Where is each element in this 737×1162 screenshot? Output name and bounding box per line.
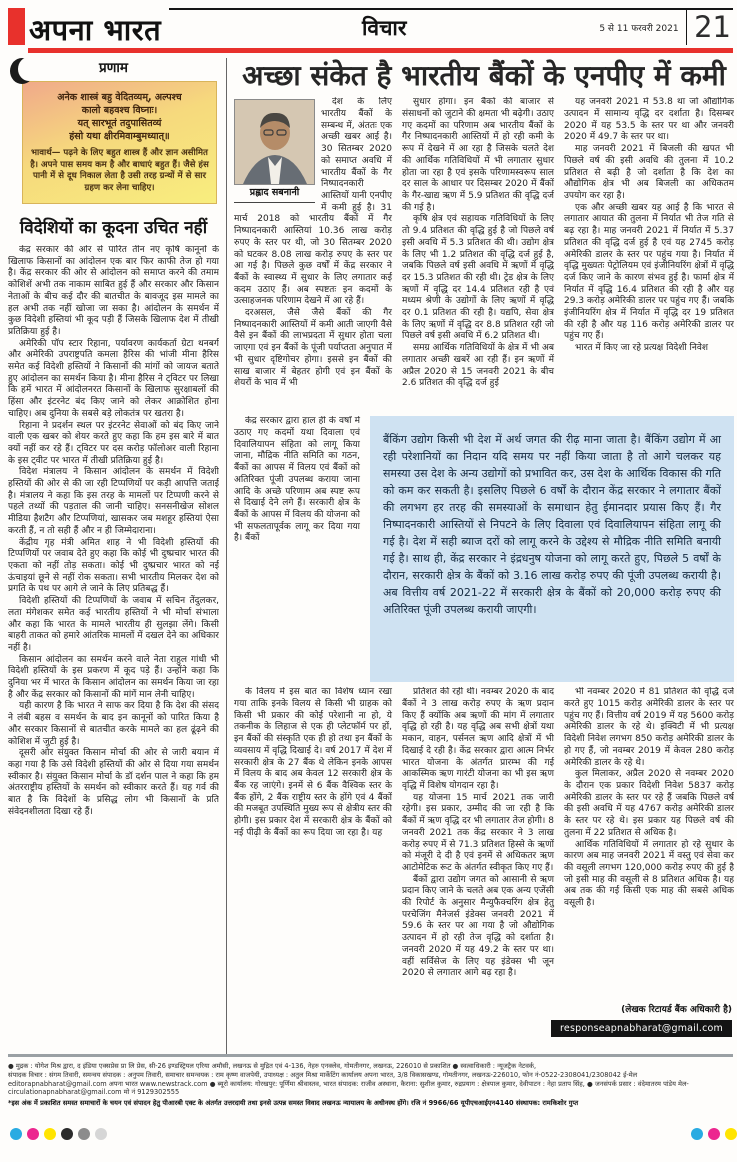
shloka-meaning: भावार्थ— पढ़ने के लिए बहुत शास्त्र हैं और ज्ञान असीमित है। अपने पास समय कम है और बाधाएं बहुत हैं। जैसे हंस पानी में से दूध निकाल लेता है उसी तरह ग्रन्थों में से सार ग्रहण कर लेना चाहिए।: [30, 148, 209, 193]
article-paragraph: के विलय में इस बात का विशेष ध्यान रखा गया ताकि इनके विलय से किसी भी ग्राहक को किसी भी प्रकार की कोई परेशानी ना हो, ये तकनीक के लिहाज से एक ही प्लेटफॉर्म पर हों, इन बैंकों की संस्कृति एक ही हो तथा इन बैंकों के व्यवसाय में वृद्धि दिखाई दे। वर्ष 2017 में देश में सरकारी क्षेत्र के 27 बैंक थे लेकिन इनके आपस में विलय के बाद अब केवल 12 सरकारी क्षेत्र के बैंक रह जाएंगे। इनमें से 6 बैंक वैश्विक स्तर के बैंक होंगे, 2 बैंक राष्ट्रीय स्तर के होंगे एवं 4 बैंकों की मजबूत उपस्थिति मुख्य रूप से क्षेत्रीय स्तर की होगी। इस प्रकार देश में सरकारी क्षेत्र के बैंकों को नई पीढ़ी के बैंकों का रूप दिया जा रहा है। यह: [234, 687, 392, 838]
article-paragraph: समग्र आर्थिक गतिविधियों के क्षेत्र में भी अब लगातार अच्छी खबरें आ रही हैं। इन ऋणों में अप्रैल 2020 से 15 जनवरी 2021 के बीच 2.6 प्रतिशत की वृद्धि दर्ज हुई: [402, 343, 554, 389]
article-paragraph: भी नवम्बर 2020 में 81 प्रतिशत की वृद्धि दर्ज करते हुए 1015 करोड़ अमेरिकी डालर के स्तर पर पहुंच गए हैं। वित्तीय वर्ष 2019 में यह 5600 करोड़ अमेरिकी डालर के रहे थे। इक्विटी में भी प्रत्यक्ष विदेशी निवेश लगभग 850 करोड़ अमेरिकी डालर के हो गए हैं, जो नवम्बर 2019 में केवल 280 करोड़ अमेरिकी डालर के रहे थे।: [564, 687, 734, 768]
crescent-moon-icon: [10, 56, 36, 86]
article-row-top: [234, 97, 734, 413]
article-paragraph: एक और अच्छी खबर यह आई है कि भारत से लगातार आयात की तुलना में निर्यात भी तेज गति से बढ़ रहा है। माह जनवरी 2021 में निर्यात में 5.37 प्रतिशत की वृद्धि दर्ज हुई है एवं यह 2745 करोड़ अमेरिकी डालर के स्तर पर पहुंच गया है। निर्यात में वृद्धि मुख्यतः पेट्रोलियम एवं इंजीनियरिंग क्षेत्रों में वृद्धि दर्ज किए जाने के कारण संभव हुई है। फार्मा क्षेत्र में निर्यात में वृद्धि 16.4 प्रतिशत की रही है और यह 29.3 करोड़ अमेरिकी डालर पर पहुंच गए हैं। जबकि इंजीनियरिंग क्षेत्र में निर्यात में वृद्धि दर 19 प्रतिशत की रही है और यह 116 करोड़ अमेरिकी डालर पर पहुंच गए हैं।: [564, 202, 734, 342]
article-column-1-bottom: [234, 687, 392, 987]
main-article: [234, 58, 734, 1034]
registration-dot: [10, 1128, 22, 1140]
page-number: 21: [694, 10, 731, 44]
page-header: [8, 8, 733, 53]
left-article-paragraph: रिहाना ने प्रदर्शन स्थल पर इंटरनेट सेवाओं को बंद किए जाने वाली एक खबर को शेयर करते हुए कहा कि हम इस बारे में बात क्यों नहीं कर रहे हैं। ट्विटर पर दस करोड़ फॉलोअर वाली रिहाना के इस ट्वीट पर भारत में तीखी प्रतिक्रिया हुई है।: [8, 420, 219, 466]
registration-dots-right: [691, 1128, 737, 1140]
article-column-2: [402, 97, 554, 413]
article-paragraph: यह जनवरी 2021 में 53.8 था जो औद्योगिक उत्पादन में सामान्य वृद्धि दर दर्शाता है। दिसम्बर 2020 में यह 53.5 के स्तर पर था और जनवरी 2020 में 49.7 के स्तर पर था।: [564, 97, 734, 143]
article-column-1-continued: [234, 416, 360, 682]
section-title: विचार: [361, 15, 407, 40]
left-column: [8, 58, 227, 1054]
left-article-paragraph: केंद्र सरकार की ओर से पारित तीन नए कृषि कानूनों के खिलाफ किसानों का आंदोलन एक बार फिर काफी तेज हो गया है। केंद्र सरकार की ओर से आंदोलन को समाप्त करने की तमाम कोशिशें अभी तक नाकाम साबित हुई हैं और सरकार और किसान नेताओं के बीच कई दौर की बातचीत के बावजूद इस मामले का हल अभी तक नहीं खोजा जा सका है। आंदोलन के समर्थन में कुछ विदेशी हस्तियां भी कूद पड़ी हैं जिसके खिलाफ देश में तीखी प्रतिक्रिया हुई है।: [8, 245, 219, 337]
imprint-line: circulationapnabharat@gmail.com मो नं 9129302555: [8, 1088, 180, 1097]
shloka-line: यत् सारभूतं तदुपासितव्यं: [77, 118, 162, 129]
author-name: प्रह्लाद सबनानी: [234, 185, 315, 203]
imprint-line: ● मुद्रक : योगेश मिश्र द्वारा, द इंडिया एक्सप्रेस प्रा लि प्रेस, सी-26 इण्डस्ट्रियल एरिया अमौसी, लखनऊ से मुद्रित एवं 4-136, नेहरु एनक्लेव, गोमतीनगर, लखनऊ, 226010 से प्रकाशित ● स्वत्वाधिकारी : न्यूजट्रैक नेटवर्क,: [8, 1062, 537, 1070]
left-article-paragraph: अमेरिकी पॉप स्टार रिहाना, पर्यावरण कार्यकर्ता ग्रेटा थनबर्ग और अमेरिकी उपराष्ट्रपति कमला हैरिस की भांजी मीना हैरिस समेत कई विदेशी हस्तियों ने किसानों की मांगों को जायज बताते हुए आंदोलन का समर्थन किया है। मीना हैरिस ने ट्विटर पर लिखा कि हमें भारत में आंदोलनरत किसानों के खिलाफ सुरक्षाबलों की हिंसा और इंटरनेट बंद किए जाने को लेकर आक्रोशित होना चाहिए। अब दुनिया के सबसे बड़े लोकतंत्र पर खतरा है।: [8, 338, 219, 419]
author-note: (लेखक रिटायर्ड बैंक अधिकारी है): [621, 1005, 732, 1015]
imprint-disclaimer: *इस अंक में प्रकाशित समस्त समाचारों के चयन एवं संपादन हेतु पीआरबी एक्ट के अंतर्गत उत्तरदायी तथा इनसे उत्पन्न समस्त विवाद लखनऊ न्यायालय के अधीनस्थ होंगे। रजि नं 9966/66 यूपीएचआईएन4140 संस्थापक: रामकिशोर गुप्त: [8, 1099, 579, 1108]
article-paragraph: सुधार होगा। इन बैंकों की बाजार से संसाधनों को जुटाने की क्षमता भी बढ़ेगी। उठाए गए कदमों का परिणाम अब भारतीय बैंकों के गैर निष्पादनकारी आस्तियों में हो रही कमी के रूप में देखने में आ रहा है जिसके चलते देश की आर्थिक गतिविधियों में भी लगातार सुधार होता जा रहा है एवं इसके परिणामस्वरूप साल दर साल के आधार पर दिसम्बर 2020 में बैंकों के गैर-खाद्य ऋण में 5.9 प्रतिशत की वृद्धि दर्ज की गई है।: [402, 97, 554, 213]
registration-marks: [10, 1128, 737, 1140]
masthead-title: अपना भारत: [29, 12, 162, 47]
pranam-box: [22, 81, 217, 204]
registration-dot: [27, 1128, 39, 1140]
main-headline: अच्छा संकेत है भारतीय बैंकों के एनपीए में कमी: [242, 59, 726, 92]
shloka: [30, 91, 209, 143]
article-column-1: [234, 97, 392, 413]
shloka-line: अनेक शास्त्रं बहु वेदितव्यम्, अल्पश्च: [57, 92, 182, 103]
article-row-bottom: [234, 687, 734, 987]
left-article-title: विदेशियों का कूदना उचित नहीं: [19, 218, 208, 238]
registration-dot: [691, 1128, 703, 1140]
imprint-line: editorapnabharat@gmail.com अपना भारत www.newstrack.com ● ब्यूरो कार्यालय: गोरखपुर: पूर्णिमा श्रीवास्तव, भारत संपादक: राजीव अस्थाना, कैराना: सुशील कुमार, रुद्रप्रयाग : क्षेत्रपाल कुमार, देवीपाटन : नेहा प्रताप सिंह, ● जनसंपर्क प्रसार : वंदेमातरम पांडेय मेल-: [8, 1079, 689, 1088]
masthead-red-bar: [8, 8, 25, 45]
registration-dots-left: [10, 1128, 107, 1140]
article-paragraph: माह जनवरी 2021 में बिजली की खपत भी पिछले वर्ष की इसी अवधि की तुलना में 10.2 प्रतिशत से बढ़ी है जो दर्शाता है कि देश का औद्योगिक क्षेत्र भी अब बिजली का अधिकतम उपयोग कर रहा है।: [564, 144, 734, 201]
registration-dot: [708, 1128, 720, 1140]
author-photo: [234, 99, 315, 203]
shloka-line: हंसो यथा क्षीरमिवाम्बुमध्यात्॥: [69, 131, 170, 142]
article-column-3: [564, 97, 734, 413]
article-paragraph: कुल मिलाकर, अप्रैल 2020 से नवम्बर 2020 के दौरान एक प्रकार विदेशी निवेश 5837 करोड़ अमेरिकी डालर के स्तर पर रहे हैं जबकि पिछले वर्ष की इसी अवधि में यह 4767 करोड़ अमेरिकी डालर के स्तर पर रहे थे। इस प्रकार यह पिछले वर्ष की तुलना में 22 प्रतिशत से अधिक है।: [564, 769, 734, 838]
pranam-title: प्रणाम: [98, 60, 128, 76]
imprint-footer: [8, 1054, 733, 1108]
article-column-2-bottom: [402, 687, 554, 987]
response-email[interactable]: responseapnabharat@gmail.com: [551, 1020, 732, 1037]
article-column-3-bottom: [564, 687, 734, 987]
article-paragraph: केंद्र सरकार द्वारा हाल ही के वर्षों में उठाए गए कदमों यथा दिवाला एवं दिवालियापन संहिता को लागू किया जाना, मौद्रिक नीति समिति का गठन, बैंकों का आपस में विलय एवं बैंकों को अतिरिक्त पूंजी उपलब्ध कराया जाना आदि के अच्छे परिणाम अब स्पष्ट रूप से दिखाई देने लगे हैं। सरकारी क्षेत्र के बैंकों के आपस में विलय की योजना को भी सफलतापूर्वक लागू कर दिया गया है। बैंकों: [234, 416, 360, 544]
header-red-rule: [28, 48, 733, 53]
left-article-paragraph: दूसरी ओर संयुक्त किसान मोर्चा की ओर से जारी बयान में कहा गया है कि उसे विदेशी हस्तियों की ओर से दिया गया समर्थन स्वीकार है। संयुक्त किसान मोर्चा के डॉ दर्शन पाल ने कहा कि हम अंतरराष्ट्रीय हस्तियों के समर्थन को स्वीकार करते हैं। यह गर्व की बात है कि विदेशों के प्रसिद्ध लोग भी किसानों के प्रति संवेदनशीलता दिखा रहे हैं।: [8, 748, 219, 817]
article-paragraph: कृषि क्षेत्र एवं सहायक गतिविधियों के लिए तो 9.4 प्रतिशत की वृद्धि हुई है जो पिछले वर्ष इसी अवधि में 5.3 प्रतिशत की थी। उद्योग क्षेत्र के लिए भी 1.2 प्रतिशत की वृद्धि दर्ज हुई है, जबकि पिछले वर्ष इसी अवधि में ऋणों में वृद्धि दर 15.3 प्रतिशत की रही थी। ट्रेड क्षेत्र के लिए ऋणों में वृद्धि दर 14.4 प्रतिशत रही है एवं मध्यम श्रेणी के उद्योगों के लिए ऋणों में वृद्धि दर 0.1 प्रतिशत की रही है। यद्यपि, सेवा क्षेत्र के लिए ऋणों में वृद्धि दर 8.8 प्रतिशत रही जो पिछले वर्ष इसी अवधि में 6.2 प्रतिशत थी।: [402, 214, 554, 342]
shloka-line: कालो बहवश्च विघ्नाः।: [81, 105, 158, 116]
author-portrait-icon: [234, 99, 315, 185]
article-paragraph: बैंकों द्वारा उद्योग जगत को आसानी से ऋण प्रदान किए जाने के चलते अब एक अन्य एजेंसी की रिपोर्ट के अनुसार मैन्युफैक्चरिंग क्षेत्र हेतु परचेजिंग मैनेजर्स इंडेक्स जनवरी 2021 में 59.6 के स्तर पर आ गया है जो औद्योगिक उत्पादन में हो रही तेज वृद्धि को दर्शाता है। जनवरी 2020 में यह 49.2 के स्तर पर था। वहीं सर्विसेज के लिए यह इंडेक्स भी जून 2020 से लगातार आगे बढ़ रहा है।: [402, 874, 554, 979]
left-article-paragraph: यही कारण है कि भारत ने साफ कर दिया है कि देश की संसद ने लंबी बहस व समर्थन के बाद इन कानूनों को पारित किया है और सरकार किसानों से बातचीत करके मामले का हल ढूंढ़ने की कोशिश में जुटी हुई है।: [8, 701, 219, 747]
left-article-paragraph: विदेशी हस्तियों की टिप्पणियों के जवाब में सचिन तेंदुलकर, लता मंगेशकर समेत कई भारतीय हस्तियों ने भी मोर्चा संभाला और कहा कि भारत के मामले भारतीय ही सुलझा लेंगे। किसी बाहरी ताकत को हमारे आंतरिक मामलों में दखल देने का अधिकार नहीं है।: [8, 596, 219, 653]
imprint-line: संपादक विचार : संगम तिवारी, समन्वय संपादक : अनुपम तिवारी, समाचार समन्वयक : राम कृष्ण वाजपेयी, उपाध्यक्ष : अतुल मिश्रा मार्केटिंग कार्यालय अपना भारत, 3/8 विकासखण्ड, गोमतीनगर, लखनऊ-226010, फोन नं-0522-2308041/2308042 ई-मेल: [8, 1070, 638, 1079]
registration-dot: [44, 1128, 56, 1140]
left-article-paragraph: केंद्रीय गृह मंत्री अमित शाह ने भी विदेशी हस्तियों की टिप्पणियों पर जवाब देते हुए कहा कि कोई भी दुष्प्रचार भारत की एकता को नहीं तोड़ सकता। कोई भी दुष्प्रचार भारत को नई ऊंचाइयां छूने से नहीं रोक सकता। सभी भारतीय मिलकर देश को प्रगति के पथ पर आगे ले जाने के लिए प्रतिबद्ध हैं।: [8, 537, 219, 595]
article-paragraph: भारत में किए जा रहे प्रत्यक्ष विदेशी निवेश: [575, 343, 708, 354]
article-row-middle: [234, 416, 734, 682]
registration-dot: [61, 1128, 73, 1140]
registration-dot: [78, 1128, 90, 1140]
pranam-heading: [8, 58, 219, 78]
registration-dot: [95, 1128, 107, 1140]
newspaper-logo: [8, 8, 161, 45]
left-article-body: [8, 245, 219, 1051]
imprint-lines: [8, 1062, 733, 1097]
registration-dot: [725, 1128, 737, 1140]
pull-quote-box: बैंकिंग उद्योग किसी भी देश में अर्थ जगत की रीढ़ माना जाता है। बैंकिंग उद्योग में आ रही परेशानियों का निदान यदि समय पर नहीं किया जाता है तो आगे चलकर यह समस्या उस देश के अन्य उद्योगों को प्रभावित कर, उस देश के आर्थिक विकास की गति को कम कर सकती है। इसलिए पिछले 6 वर्षों के दौरान केंद्र सरकार ने लगातार बैंकों की लगभग हर तरह की समस्याओं के समाधान हेतु ईमानदार प्रयास किए हैं। गैर निष्पादनकारी आस्तियों से निपटने के लिए दिवाला एवं दिवालियापन संहिता लागू की गई है। देश में सही ब्याज दरों को लागू करने के उद्देश्य से मौद्रिक नीति समिति बनायी गई है। साथ ही, केंद्र सरकार ने इंद्रधनुष योजना को लागू करते हुए, पिछले 5 वर्षों के दौरान, सरकारी क्षेत्र के बैंकों को 3.16 लाख करोड़ रुपए की पूंजी उपलब्ध करायी है। अब वित्तीय वर्ष 2021-22 में सरकारी क्षेत्र के बैंकों को 20,000 करोड़ रुपए की अतिरिक्त पूंजी उपलब्ध करायी जाएगी।: [370, 416, 734, 682]
page-number-divider: [686, 10, 688, 45]
article-paragraph: प्रतिशत की रही थी। नवम्बर 2020 के बाद बैंकों ने 3 लाख करोड़ रुपए के ऋण प्रदान किए हैं क्योंकि अब ऋणों की मांग में लगातार वृद्धि हो रही है। यह वृद्धि अब सभी क्षेत्रों यथा मकान, वाहन, पर्सनल ऋण आदि क्षेत्रों में भी दिखाई दे रही है। केंद्र सरकार द्वारा आत्म निर्भर भारत योजना के अंतर्गत प्रारम्भ की गई आकस्मिक ऋण गारंटी योजना का भी इस ऋण वृद्धि में विशेष योगदान रहा है।: [402, 687, 554, 791]
article-paragraph: यह योजना 15 मार्च 2021 तक जारी रहेगी। इस प्रकार, उम्मीद की जा रही है कि बैंकों में ऋण वृद्धि दर भी लगातार तेज होगी। 8 जनवरी 2021 तक केंद्र सरकार ने 3 लाख करोड़ रुपए में से 71.3 प्रतिशत हिस्से के ऋणों को मंजूरी दे दी है एवं इनमें से अधिकतर ऋण आटोमेटिक रूट के अंतर्गत स्वीकृत किए गए हैं।: [402, 792, 554, 873]
article-paragraph: देश के लिए भारतीय बैंकों के सम्बन्ध में, अंततः एक अच्छी खबर आई है। 30 सितम्बर 2020 को समाप्त अवधि में भारतीय बैंकों के गैर निष्पादनकारी आस्तियों यानी एनपीए में कमी हुई है। 31 मार्च 2018 को भारतीय बैंकों में गैर निष्पादनकारी आस्तियां 10.36 लाख करोड़ रुपए के स्तर पर थी, जो 30 सितम्बर 2020 को घटकर 8.08 लाख करोड़ रुपए के स्तर पर आ गई है। पिछले कुछ वर्षों में केंद्र सरकार ने बैंकों के स्वास्थ्य में सुधार के लिए लगातार कई कदम उठाए हैं। अब स्पष्टतः इन कदमों के उत्साहजनक परिणाम देखने में आ रहे हैं।: [234, 97, 392, 307]
left-article-paragraph: किसान आंदोलन का समर्थन करने वाले नेता राहुल गांधी भी विदेशी हस्तियों के इस प्रकरण में कूद पड़े हैं। उन्होंने कहा कि दुनिया भर में भारत के किसान आंदोलन का समर्थन किया जा रहा है और केंद्र सरकार को किसानों की मांगें मान लेनी चाहिए।: [8, 654, 219, 700]
article-paragraph: आर्थिक गतिविधियों में लगातार हो रहे सुधार के कारण अब माह जनवरी 2021 में वस्तु एवं सेवा कर की वसूली लगभग 120,000 करोड़ रुपए की हुई है जो इसी माह की वसूली से 8 प्रतिशत अधिक है। यह अब तक की गई किसी एक माह की सबसे अधिक वसूली है।: [564, 839, 734, 909]
issue-date: 5 से 11 फरवरी 2021: [599, 24, 679, 34]
article-paragraph: दरअसल, जैसे जैसे बैंकों की गैर निष्पादनकारी आस्तियों में कमी आती जाएगी वैसे वैसे इन बैंकों की लाभप्रदता में सुधार होता चला जाएगा एवं इन बैंकों के पूंजी पर्याप्तता अनुपात में भी सुधार दृष्टिगोचर होगा। इससे इन बैंकों की साख बाजार में बेहतर होगी एवं इन बैंकों के शेयरों के भाव में भी: [234, 308, 392, 389]
left-article-paragraph: विदेश मंत्रालय ने किसान आंदोलन के समर्थन में विदेशी हस्तियों की ओर से की जा रही टिप्पणियों पर कड़ी आपत्ति जताई है। मंत्रालय ने कहा कि इस तरह के मामलों पर टिप्पणी करने से पहले तथ्यों की पड़ताल की जानी चाहिए। सनसनीखेज सोशल मीडिया हैशटैग और टिप्पणियां, खासकर जब मशहूर हस्तियां ऐसा करती हैं, न तो सही हैं और न ही जिम्मेदाराना।: [8, 467, 219, 536]
